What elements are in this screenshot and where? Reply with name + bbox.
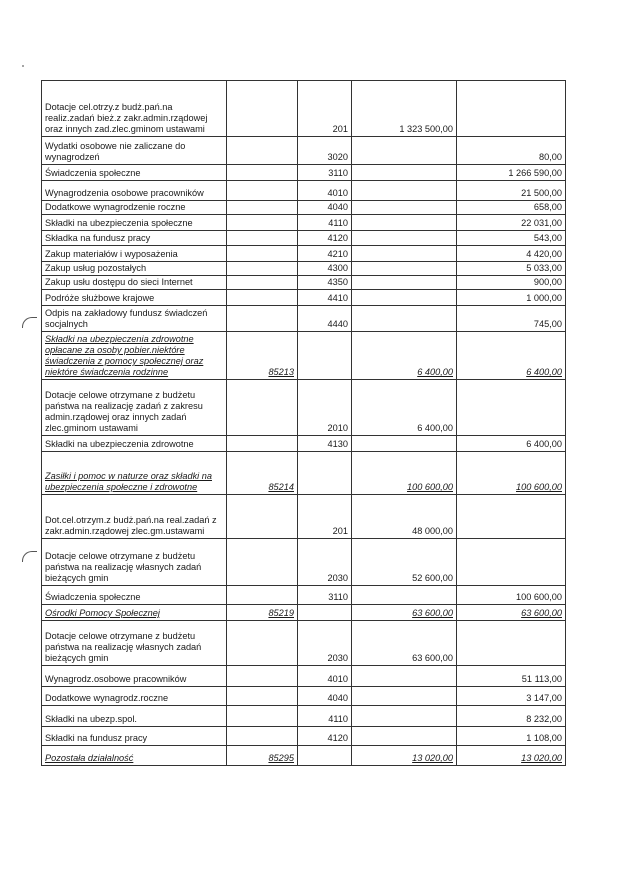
item-name-cell: Dotacje celowe otrzymane z budżetu państwa na realizację własnych zadań bieżących gmin bbox=[42, 621, 227, 666]
paragraph-code-cell: 3110 bbox=[298, 586, 352, 605]
paragraph-code-cell: 4040 bbox=[298, 201, 352, 215]
paragraph-code-cell bbox=[298, 332, 352, 380]
chapter-code-cell bbox=[227, 231, 298, 246]
chapter-code-cell bbox=[227, 181, 298, 201]
chapter-code-cell bbox=[227, 215, 298, 231]
amount-income-cell: 1 323 500,00 bbox=[352, 81, 457, 137]
item-name-cell: Składki na fundusz pracy bbox=[42, 727, 227, 746]
table-row bbox=[42, 201, 566, 215]
amount-expense-cell: 5 033,00 bbox=[457, 262, 566, 276]
amount-income-cell bbox=[352, 666, 457, 687]
subsection-row bbox=[42, 452, 566, 495]
item-name-cell: Składka na fundusz pracy bbox=[42, 231, 227, 246]
amount-income-cell bbox=[352, 137, 457, 165]
amount-income-cell bbox=[352, 706, 457, 727]
amount-expense-cell: 6 400,00 bbox=[457, 332, 566, 380]
chapter-code-cell: 85295 bbox=[227, 746, 298, 766]
table-row bbox=[42, 687, 566, 706]
paragraph-code-cell bbox=[298, 605, 352, 621]
budget-table-body bbox=[42, 81, 566, 766]
amount-income-cell bbox=[352, 306, 457, 332]
table-row bbox=[42, 666, 566, 687]
paragraph-code-cell: 4120 bbox=[298, 727, 352, 746]
amount-income-cell bbox=[352, 586, 457, 605]
table-row bbox=[42, 276, 566, 290]
amount-income-cell bbox=[352, 201, 457, 215]
punch-hole-mark bbox=[22, 317, 37, 328]
table-row bbox=[42, 621, 566, 666]
amount-expense-cell: 80,00 bbox=[457, 137, 566, 165]
paragraph-code-cell: 4110 bbox=[298, 706, 352, 727]
item-name-cell: Składki na ubezpieczenia zdrowotne bbox=[42, 436, 227, 452]
chapter-code-cell bbox=[227, 495, 298, 539]
item-name-cell: Świadczenia społeczne bbox=[42, 165, 227, 181]
subsection-row bbox=[42, 332, 566, 380]
amount-income-cell bbox=[352, 181, 457, 201]
amount-income-cell: 6 400,00 bbox=[352, 380, 457, 436]
item-name-cell: Dotacje celowe otrzymane z budżetu państwa na realizację własnych zadań bieżących gmin bbox=[42, 539, 227, 586]
amount-income-cell bbox=[352, 262, 457, 276]
chapter-code-cell: 85213 bbox=[227, 332, 298, 380]
item-name-cell: Składki na ubezpieczenia społeczne bbox=[42, 215, 227, 231]
paragraph-code-cell: 4410 bbox=[298, 290, 352, 306]
amount-expense-cell: 745,00 bbox=[457, 306, 566, 332]
chapter-code-cell bbox=[227, 380, 298, 436]
table-row bbox=[42, 539, 566, 586]
item-name-cell: Zakup usłu dostępu do sieci Internet bbox=[42, 276, 227, 290]
amount-income-cell: 100 600,00 bbox=[352, 452, 457, 495]
item-name-cell: Wynagrodz.osobowe pracowników bbox=[42, 666, 227, 687]
amount-income-cell bbox=[352, 246, 457, 262]
amount-expense-cell bbox=[457, 621, 566, 666]
item-name-cell: Składki na ubezpieczenia zdrowotne opłacane za osoby pobier.niektóre świadczenia z pomocy społecznej oraz niektóre świadczenia rodzinne bbox=[42, 332, 227, 380]
table-row bbox=[42, 436, 566, 452]
table-row bbox=[42, 231, 566, 246]
chapter-code-cell bbox=[227, 586, 298, 605]
amount-expense-cell: 658,00 bbox=[457, 201, 566, 215]
amount-expense-cell: 900,00 bbox=[457, 276, 566, 290]
table-row bbox=[42, 586, 566, 605]
paragraph-code-cell: 2030 bbox=[298, 539, 352, 586]
chapter-code-cell bbox=[227, 81, 298, 137]
item-name-cell: Świadczenia społeczne bbox=[42, 586, 227, 605]
amount-income-cell bbox=[352, 436, 457, 452]
amount-expense-cell bbox=[457, 81, 566, 137]
table-row bbox=[42, 81, 566, 137]
chapter-code-cell bbox=[227, 201, 298, 215]
item-name-cell: Wydatki osobowe nie zaliczane do wynagrodzeń bbox=[42, 137, 227, 165]
item-name-cell: Podróże służbowe krajowe bbox=[42, 290, 227, 306]
chapter-code-cell bbox=[227, 727, 298, 746]
amount-income-cell bbox=[352, 231, 457, 246]
amount-expense-cell: 100 600,00 bbox=[457, 452, 566, 495]
amount-income-cell bbox=[352, 165, 457, 181]
amount-income-cell: 48 000,00 bbox=[352, 495, 457, 539]
paragraph-code-cell: 4010 bbox=[298, 181, 352, 201]
budget-table bbox=[41, 80, 566, 766]
amount-expense-cell bbox=[457, 495, 566, 539]
amount-income-cell bbox=[352, 727, 457, 746]
amount-income-cell: 6 400,00 bbox=[352, 332, 457, 380]
paragraph-code-cell: 2010 bbox=[298, 380, 352, 436]
chapter-code-cell bbox=[227, 687, 298, 706]
chapter-code-cell bbox=[227, 706, 298, 727]
amount-income-cell bbox=[352, 215, 457, 231]
amount-income-cell bbox=[352, 290, 457, 306]
amount-expense-cell: 543,00 bbox=[457, 231, 566, 246]
chapter-code-cell: 85214 bbox=[227, 452, 298, 495]
paragraph-code-cell: 4130 bbox=[298, 436, 352, 452]
table-row bbox=[42, 380, 566, 436]
table-row bbox=[42, 706, 566, 727]
table-row bbox=[42, 306, 566, 332]
amount-expense-cell bbox=[457, 380, 566, 436]
chapter-code-cell bbox=[227, 246, 298, 262]
paragraph-code-cell: 4350 bbox=[298, 276, 352, 290]
item-name-cell: Pozostała działalność bbox=[42, 746, 227, 766]
amount-expense-cell: 21 500,00 bbox=[457, 181, 566, 201]
table-row bbox=[42, 165, 566, 181]
table-row bbox=[42, 727, 566, 746]
table-row bbox=[42, 290, 566, 306]
table-row bbox=[42, 181, 566, 201]
amount-income-cell: 52 600,00 bbox=[352, 539, 457, 586]
item-name-cell: Dodatkowe wynagrodz.roczne bbox=[42, 687, 227, 706]
table-row bbox=[42, 262, 566, 276]
subsection-row bbox=[42, 746, 566, 766]
item-name-cell: Dotacje cel.otrzy.z budż.pań.na realiz.zadań bież.z zakr.admin.rządowej oraz innych zad.zlec.gminom ustawami bbox=[42, 81, 227, 137]
item-name-cell: Dot.cel.otrzym.z budż.pań.na real.zadań z zakr.admin.rządowej zlec.gm.ustawami bbox=[42, 495, 227, 539]
paragraph-code-cell: 4010 bbox=[298, 666, 352, 687]
item-name-cell: Składki na ubezp.spol. bbox=[42, 706, 227, 727]
chapter-code-cell bbox=[227, 290, 298, 306]
item-name-cell: Odpis na zakładowy fundusz świadczeń socjalnych bbox=[42, 306, 227, 332]
chapter-code-cell: 85219 bbox=[227, 605, 298, 621]
item-name-cell: Zakup materiałów i wyposażenia bbox=[42, 246, 227, 262]
scan-speck bbox=[22, 65, 24, 67]
table-row bbox=[42, 215, 566, 231]
paragraph-code-cell: 4300 bbox=[298, 262, 352, 276]
chapter-code-cell bbox=[227, 539, 298, 586]
item-name-cell: Dotacje celowe otrzymane z budżetu państwa na realizację zadań z zakresu admin.rządowej oraz innych zadań zlec.gminom ustawami bbox=[42, 380, 227, 436]
punch-hole-mark bbox=[22, 551, 37, 562]
chapter-code-cell bbox=[227, 306, 298, 332]
chapter-code-cell bbox=[227, 436, 298, 452]
amount-expense-cell: 1 000,00 bbox=[457, 290, 566, 306]
paragraph-code-cell bbox=[298, 452, 352, 495]
chapter-code-cell bbox=[227, 165, 298, 181]
chapter-code-cell bbox=[227, 262, 298, 276]
item-name-cell: Zakup usług pozostałych bbox=[42, 262, 227, 276]
item-name-cell: Dodatkowe wynagrodzenie roczne bbox=[42, 201, 227, 215]
amount-income-cell: 13 020,00 bbox=[352, 746, 457, 766]
table-row bbox=[42, 246, 566, 262]
chapter-code-cell bbox=[227, 137, 298, 165]
item-name-cell: Ośrodki Pomocy Społecznej bbox=[42, 605, 227, 621]
amount-income-cell bbox=[352, 687, 457, 706]
paragraph-code-cell: 201 bbox=[298, 81, 352, 137]
amount-expense-cell: 63 600,00 bbox=[457, 605, 566, 621]
paragraph-code-cell bbox=[298, 746, 352, 766]
paragraph-code-cell: 4210 bbox=[298, 246, 352, 262]
amount-expense-cell: 22 031,00 bbox=[457, 215, 566, 231]
paragraph-code-cell: 4110 bbox=[298, 215, 352, 231]
subsection-row bbox=[42, 605, 566, 621]
paragraph-code-cell: 3020 bbox=[298, 137, 352, 165]
amount-income-cell: 63 600,00 bbox=[352, 605, 457, 621]
table-row bbox=[42, 137, 566, 165]
amount-expense-cell: 51 113,00 bbox=[457, 666, 566, 687]
item-name-cell: Zasiłki i pomoc w naturze oraz składki na ubezpieczenia społeczne i zdrowotne bbox=[42, 452, 227, 495]
paragraph-code-cell: 4120 bbox=[298, 231, 352, 246]
amount-expense-cell: 100 600,00 bbox=[457, 586, 566, 605]
amount-expense-cell: 1 108,00 bbox=[457, 727, 566, 746]
chapter-code-cell bbox=[227, 276, 298, 290]
chapter-code-cell bbox=[227, 621, 298, 666]
amount-expense-cell: 3 147,00 bbox=[457, 687, 566, 706]
amount-expense-cell: 4 420,00 bbox=[457, 246, 566, 262]
paragraph-code-cell: 4440 bbox=[298, 306, 352, 332]
amount-expense-cell bbox=[457, 539, 566, 586]
amount-income-cell: 63 600,00 bbox=[352, 621, 457, 666]
amount-expense-cell: 6 400,00 bbox=[457, 436, 566, 452]
amount-expense-cell: 13 020,00 bbox=[457, 746, 566, 766]
amount-income-cell bbox=[352, 276, 457, 290]
paragraph-code-cell: 3110 bbox=[298, 165, 352, 181]
paragraph-code-cell: 4040 bbox=[298, 687, 352, 706]
paragraph-code-cell: 201 bbox=[298, 495, 352, 539]
paragraph-code-cell: 2030 bbox=[298, 621, 352, 666]
amount-expense-cell: 8 232,00 bbox=[457, 706, 566, 727]
item-name-cell: Wynagrodzenia osobowe pracowników bbox=[42, 181, 227, 201]
chapter-code-cell bbox=[227, 666, 298, 687]
amount-expense-cell: 1 266 590,00 bbox=[457, 165, 566, 181]
table-row bbox=[42, 495, 566, 539]
